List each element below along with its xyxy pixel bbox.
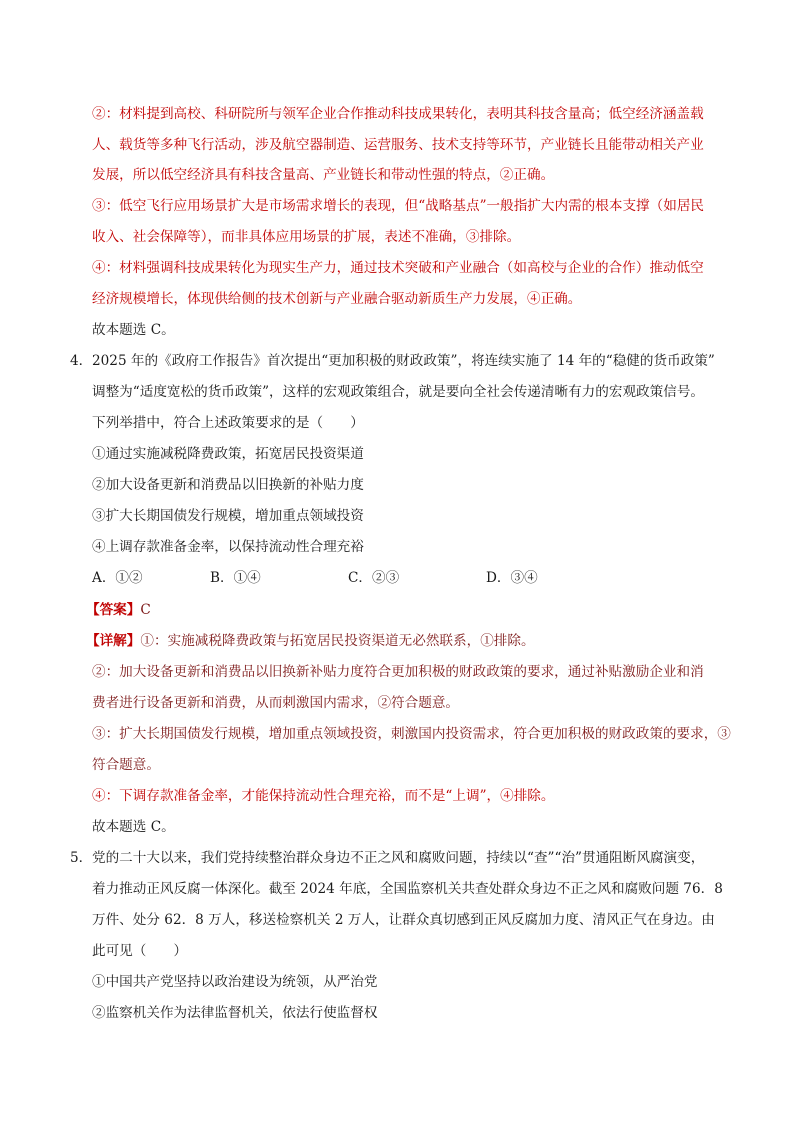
q4-detail-line: 费者进行设备更新和消费，从而刺激国内需求，②符合题意。 xyxy=(92,695,460,711)
q4-detail xyxy=(86,631,535,651)
q3-explain-line: ④：材料强调科技成果转化为现实生产力，通过技术突破和产业融合（如高校与企业的合作）推动低空 xyxy=(92,260,704,276)
q4-detail-line: ③：扩大长期国债发行规模，增加重点领域投资，刺激国内投资需求，符合更加积极的财政政策的要求，③ xyxy=(92,726,731,742)
q5-stem-line: 党的二十大以来，我们党持续整治群众身边不正之风和腐败问题，持续以“查”“治”贯通阻断风腐演变， xyxy=(92,850,705,866)
q4-option-a: A．①② xyxy=(92,570,143,586)
q3-explain-line: 经济规模增长，体现供给侧的技术创新与产业融合驱动新质生产力发展，④正确。 xyxy=(92,291,582,307)
answer-label: 【答案】 xyxy=(86,602,141,618)
q4-detail-line: ②：加大设备更新和消费品以旧换新补贴力度符合更加积极的财政政策的要求，通过补贴激励企业和消 xyxy=(92,664,704,680)
q4-conclusion: 故本题选 C。 xyxy=(92,819,175,835)
q4-item: ②加大设备更新和消费品以旧换新的补贴力度 xyxy=(92,477,364,493)
q4-options xyxy=(92,568,692,588)
q4-detail-line: 符合题意。 xyxy=(92,757,160,773)
q4-stem-line: 调整为“适度宽松的货币政策”，这样的宏观政策组合，就是要向全社会传递清晰有力的宏观政策信号。 xyxy=(92,384,705,400)
q5-number: 5． xyxy=(70,850,93,866)
q4-option-c: C．②③ xyxy=(348,570,400,586)
q4-option-d: D．③④ xyxy=(486,570,538,586)
q4-item: ④上调存款准备金率，以保持流动性合理充裕 xyxy=(92,539,364,555)
q4-number: 4． xyxy=(70,353,93,369)
q3-explain-line: ③：低空飞行应用场景扩大是市场需求增长的表现，但“战略基点”一般指扩大内需的根本支撑（如居民 xyxy=(92,198,705,214)
q3-explain-line: ②：材料提到高校、科研院所与领军企业合作推动科技成果转化，表明其科技含量高；低空经济涵盖载 xyxy=(92,106,704,122)
q5-stem-line: 万件、处分 62．8 万人，移送检察机关 2 万人，让群众真切感到正风反腐加力度、清风正气在身边。由 xyxy=(92,912,715,928)
q4-stem-line: 2025 年的《政府工作报告》首次提出“更加积极的财政政策”，将连续实施了 14 年的“稳健的货币政策” xyxy=(92,353,715,369)
q5-stem-line: 此可见（ ） xyxy=(92,943,188,959)
q4-item: ①通过实施减税降费政策，拓宽居民投资渠道 xyxy=(92,446,364,462)
detail-label: 【详解】 xyxy=(86,633,141,649)
q4-item: ③扩大长期国债发行规模，增加重点领域投资 xyxy=(92,508,364,524)
q5-stem-line: 着力推动正风反腐一体深化。截至 2024 年底，全国监察机关共查处群众身边不正之风和腐败问题 76．8 xyxy=(92,881,723,897)
q4-option-b: B．①④ xyxy=(210,570,261,586)
q3-explain-line: 发展，所以低空经济具有科技含量高、产业链长和带动性强的特点，②正确。 xyxy=(92,167,555,183)
q4-detail-line: ④：下调存款准备金率，才能保持流动性合理充裕，而不是“上调”，④排除。 xyxy=(92,788,555,804)
q3-conclusion: 故本题选 C。 xyxy=(92,322,175,338)
q4-stem-line: 下列举措中，符合上述政策要求的是（ ） xyxy=(92,415,364,431)
q5-item: ①中国共产党坚持以政治建设为统领，从严治党 xyxy=(92,974,378,990)
q3-explain-line: 收入、社会保障等），而非具体应用场景的扩展，表述不准确，③排除。 xyxy=(92,229,521,245)
q3-explain-line: 人、载货等多种飞行活动，涉及航空器制造、运营服务、技术支持等环节，产业链长且能带动相关产业 xyxy=(92,137,704,153)
q4-answer xyxy=(86,600,151,620)
detail-line: ①：实施减税降费政策与拓宽居民投资渠道无必然联系，①排除。 xyxy=(140,633,535,649)
q5-item: ②监察机关作为法律监督机关，依法行使监督权 xyxy=(92,1005,378,1021)
answer-value: C xyxy=(140,602,151,618)
